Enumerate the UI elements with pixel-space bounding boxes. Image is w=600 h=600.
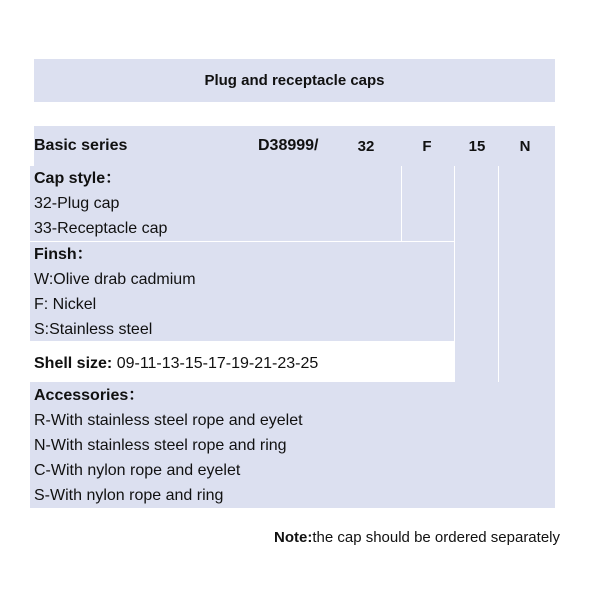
series-prefix: D38999/ xyxy=(258,137,319,154)
accessory-item: C-With nylon rope and eyelet xyxy=(34,462,241,479)
shell-size-row xyxy=(34,351,318,376)
cap-style-heading: Cap style： xyxy=(34,170,122,187)
accessories-heading: Accessories： xyxy=(34,387,145,404)
note-text: the cap should be ordered separately xyxy=(312,529,560,546)
band-accessory-column xyxy=(499,166,555,508)
finish-item: W:Olive drab cadmium xyxy=(34,271,196,288)
accessory-item: S-With nylon rope and ring xyxy=(34,487,224,504)
shell-size-value: 09-11-13-15-17-19-21-23-25 xyxy=(112,355,319,372)
finish-item: S:Stainless steel xyxy=(34,321,153,338)
note-label: Note: xyxy=(274,529,313,546)
cap-style-item: 33-Receptacle cap xyxy=(34,220,168,237)
code-part-finish: F xyxy=(422,137,432,155)
ordering-note xyxy=(274,529,560,546)
accessory-item: R-With stainless steel rope and eyelet xyxy=(34,412,303,429)
finish-item: F: Nickel xyxy=(34,296,97,313)
band-finish-column xyxy=(402,166,454,241)
code-part-shell-size: 15 xyxy=(468,137,486,155)
shell-size-label: Shell size: xyxy=(34,355,113,372)
band-shell-column xyxy=(455,166,498,382)
basic-series-label: Basic series xyxy=(34,137,128,154)
code-part-cap-style: 32 xyxy=(357,137,375,155)
code-part-accessory: N xyxy=(519,137,531,155)
accessory-item: N-With stainless steel rope and ring xyxy=(34,437,287,454)
cap-style-item: 32-Plug cap xyxy=(34,195,120,212)
finish-heading: Finsh： xyxy=(34,246,93,263)
page-title: Plug and receptacle caps xyxy=(34,59,555,102)
